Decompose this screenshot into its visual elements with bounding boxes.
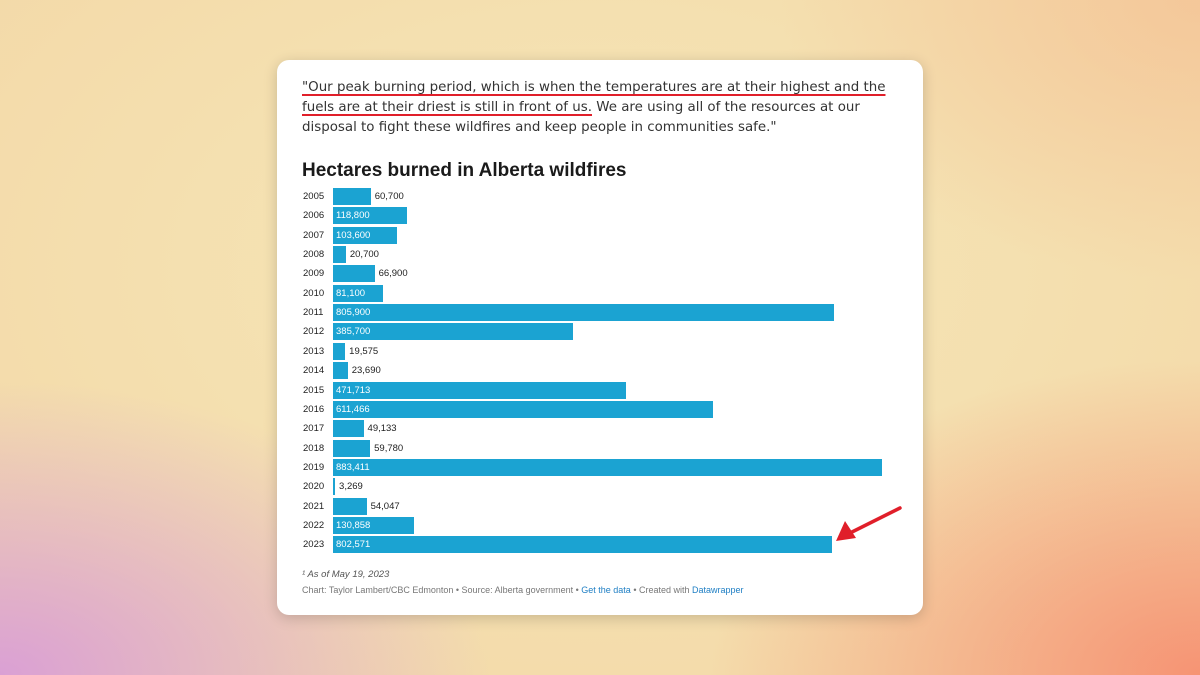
bar <box>333 382 626 399</box>
quote-text <box>302 78 892 138</box>
value-label: 20,700 <box>349 249 379 261</box>
bar <box>333 459 882 476</box>
value-label: 60,700 <box>374 191 404 202</box>
year-label: 2009 <box>303 268 325 280</box>
bar <box>333 401 713 418</box>
value-label: 805,900 <box>336 307 371 319</box>
value-label: 19,575 <box>349 345 379 357</box>
value-label: 23,690 <box>351 365 381 377</box>
year-label: 2016 <box>303 403 325 415</box>
value-label: 3,269 <box>339 481 363 493</box>
value-label: 66,900 <box>378 268 408 280</box>
year-label: 2010 <box>303 287 325 299</box>
year-label: 2011 <box>303 307 324 319</box>
value-label: 471,713 <box>336 384 371 396</box>
bar <box>333 188 371 205</box>
value-label: 883,411 <box>336 461 370 473</box>
value-label: 611,466 <box>336 403 370 415</box>
year-label: 2018 <box>303 442 325 454</box>
value-label: 118,800 <box>336 210 370 222</box>
value-label: 54,047 <box>370 500 400 512</box>
year-label: 2020 <box>303 481 325 493</box>
chart-card <box>277 60 923 615</box>
get-data-link[interactable]: Get the data <box>581 585 631 595</box>
credits-middle: • Created with <box>630 585 693 595</box>
year-label: 2013 <box>303 345 325 357</box>
chart-title: Hectares burned in Alberta wildfires <box>302 160 627 181</box>
bar <box>333 362 348 379</box>
year-label: 2015 <box>303 384 325 396</box>
value-label: 49,133 <box>367 423 397 435</box>
value-label: 81,100 <box>336 287 366 299</box>
year-label: 2021 <box>303 500 325 512</box>
bar <box>333 536 832 553</box>
year-label: 2023 <box>303 539 325 551</box>
year-label: 2012 <box>303 326 325 338</box>
quote-underlined: "Our peak burning period, which is when the temperatures are at their highest and the fuels are at their driest is still in front of us. <box>302 80 886 115</box>
year-label: 2014 <box>303 365 325 377</box>
chart-footnote: ¹ As of May 19, 2023 <box>302 569 390 580</box>
bar <box>333 498 367 515</box>
value-label: 385,700 <box>336 326 371 338</box>
year-label: 2005 <box>303 191 325 202</box>
red-arrow-icon <box>832 502 904 546</box>
chart-credits <box>302 585 744 595</box>
year-label: 2022 <box>303 519 325 531</box>
year-label: 2006 <box>303 210 325 222</box>
year-label: 2017 <box>303 423 325 435</box>
value-label: 130,858 <box>336 519 371 531</box>
year-label: 2019 <box>303 461 325 473</box>
year-label: 2008 <box>303 249 325 261</box>
value-label: 103,600 <box>336 229 371 241</box>
bar <box>333 265 375 282</box>
bar <box>333 420 364 437</box>
year-label: 2007 <box>303 229 325 241</box>
bar <box>333 246 346 263</box>
bar <box>333 304 834 321</box>
quote-rest: We are using all of the resources at our disposal to fight these wildfires and keep people in communities safe." <box>302 100 860 135</box>
value-label: 802,571 <box>336 539 371 551</box>
bar <box>333 343 345 360</box>
bar <box>333 478 335 495</box>
credits-prefix: Chart: Taylor Lambert/CBC Edmonton • Source: Alberta government • <box>302 585 582 595</box>
datawrapper-link[interactable]: Datawrapper <box>692 585 744 595</box>
value-label: 59,780 <box>374 442 404 454</box>
bar <box>333 440 370 457</box>
